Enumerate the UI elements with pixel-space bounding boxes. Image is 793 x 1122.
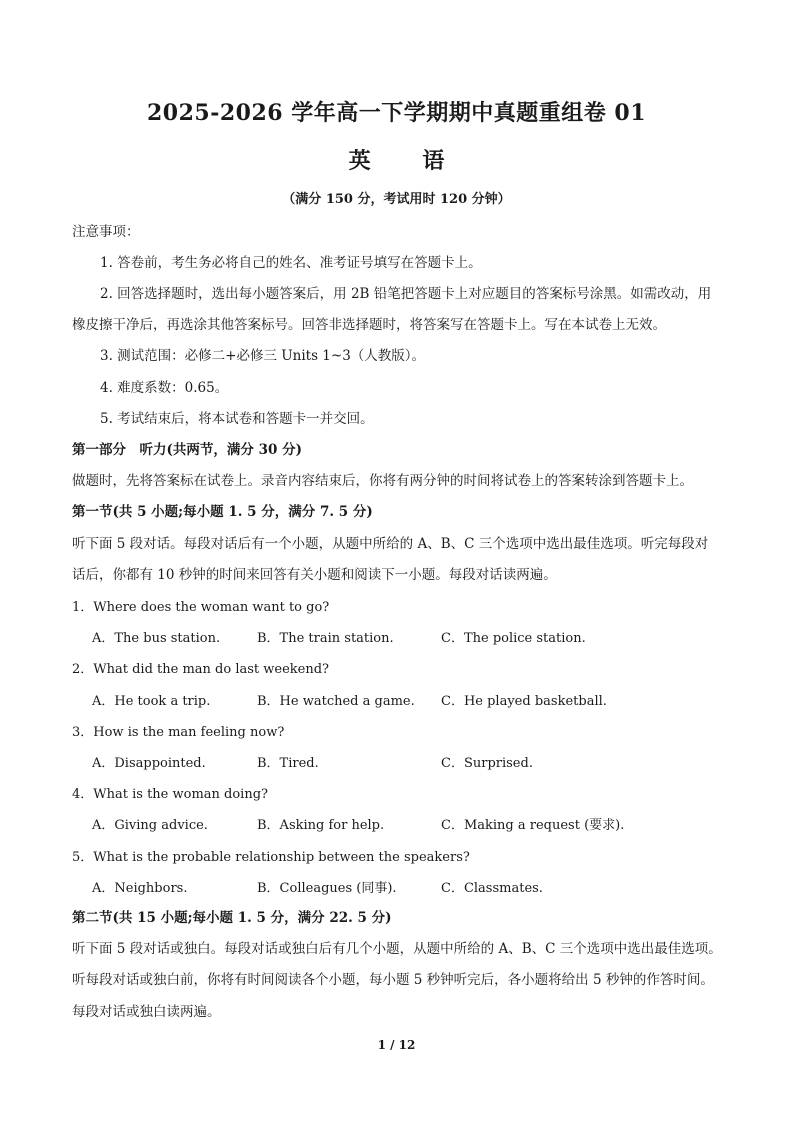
option-b: B．He watched a game. xyxy=(257,694,415,709)
exam-title: 2025-2026 学年高一下学期期中真题重组卷 01 xyxy=(146,100,647,126)
option-b: B．Colleagues (同事). xyxy=(257,881,397,896)
option-c: C．The police station. xyxy=(441,631,586,646)
section1-heading: 第一节(共 5 小题;每小题 1. 5 分，满分 7. 5 分) xyxy=(72,504,373,520)
option-b: B．Tired. xyxy=(257,756,319,771)
option-c: C．He played basketball. xyxy=(441,694,607,709)
option-c: C．Classmates. xyxy=(441,881,543,896)
option-b: B．Asking for help. xyxy=(257,818,385,833)
subject-title: 英 语 xyxy=(348,148,467,174)
section1-instruction: 话后，你都有 10 秒钟的时间来回答有关小题和阅读下一小题。每段对话读两遍。 xyxy=(72,567,557,583)
notice-item: 3. 测试范围：必修二+必修三 Units 1~3（人教版）。 xyxy=(100,348,426,364)
section2-instruction: 每段对话或独白读两遍。 xyxy=(72,1004,221,1020)
question-5: 5．What is the probable relationship between the speakers? xyxy=(72,850,470,865)
question-3: 3．How is the man feeling now? xyxy=(72,725,285,740)
section2-heading: 第二节(共 15 小题;每小题 1. 5 分，满分 22. 5 分) xyxy=(72,910,392,926)
notice-item: 2. 回答选择题时，选出每小题答案后，用 2B 铅笔把答题卡上对应题目的答案标号涂黑。如需改动，用 xyxy=(100,286,712,302)
notice-item: 1. 答卷前，考生务必将自己的姓名、准考证号填写在答题卡上。 xyxy=(100,255,482,271)
score-info: （满分 150 分，考试用时 120 分钟） xyxy=(282,192,511,207)
option-a: A．Giving advice. xyxy=(92,818,208,833)
question-4: 4．What is the woman doing? xyxy=(72,787,269,802)
option-c: C．Making a request (要求). xyxy=(441,818,625,833)
option-a: A．He took a trip. xyxy=(92,694,211,709)
notice-heading: 注意事项： xyxy=(72,224,140,240)
question-2: 2．What did the man do last weekend? xyxy=(72,662,330,677)
question-1: 1．Where does the woman want to go? xyxy=(72,600,330,615)
part1-heading: 第一部分 听力(共两节，满分 30 分) xyxy=(72,442,302,458)
option-b: B．The train station. xyxy=(257,631,394,646)
section2-instruction: 听每段对话或独白前，你将有时间阅读各个小题，每小题 5 秒钟听完后，各小题将给出 5 秒钟的作答时间。 xyxy=(72,972,714,988)
option-a: A．The bus station. xyxy=(92,631,221,646)
option-a: A．Disappointed. xyxy=(92,756,206,771)
notice-item: 5. 考试结束后，将本试卷和答题卡一并交回。 xyxy=(100,411,374,427)
option-c: C．Surprised. xyxy=(441,756,533,771)
section2-instruction: 听下面 5 段对话或独白。每段对话或独白后有几个小题，从题中所给的 A、B、C 三个选项中选出最佳选项。 xyxy=(72,941,722,957)
option-a: A．Neighbors. xyxy=(92,881,188,896)
notice-item: 4. 难度系数：0.65。 xyxy=(100,380,229,396)
section1-instruction: 听下面 5 段对话。每段对话后有一个小题，从题中所给的 A、B、C 三个选项中选出最佳选项。听完每段对 xyxy=(72,536,709,552)
notice-item-continued: 橡皮擦干净后，再选涂其他答案标号。回答非选择题时，将答案写在答题卡上。写在本试卷上无效。 xyxy=(72,317,666,333)
part1-instruction: 做题时，先将答案标在试卷上。录音内容结束后，你将有两分钟的时间将试卷上的答案转涂到答题卡上。 xyxy=(72,473,693,489)
page-number: 1 / 12 xyxy=(377,1038,416,1052)
